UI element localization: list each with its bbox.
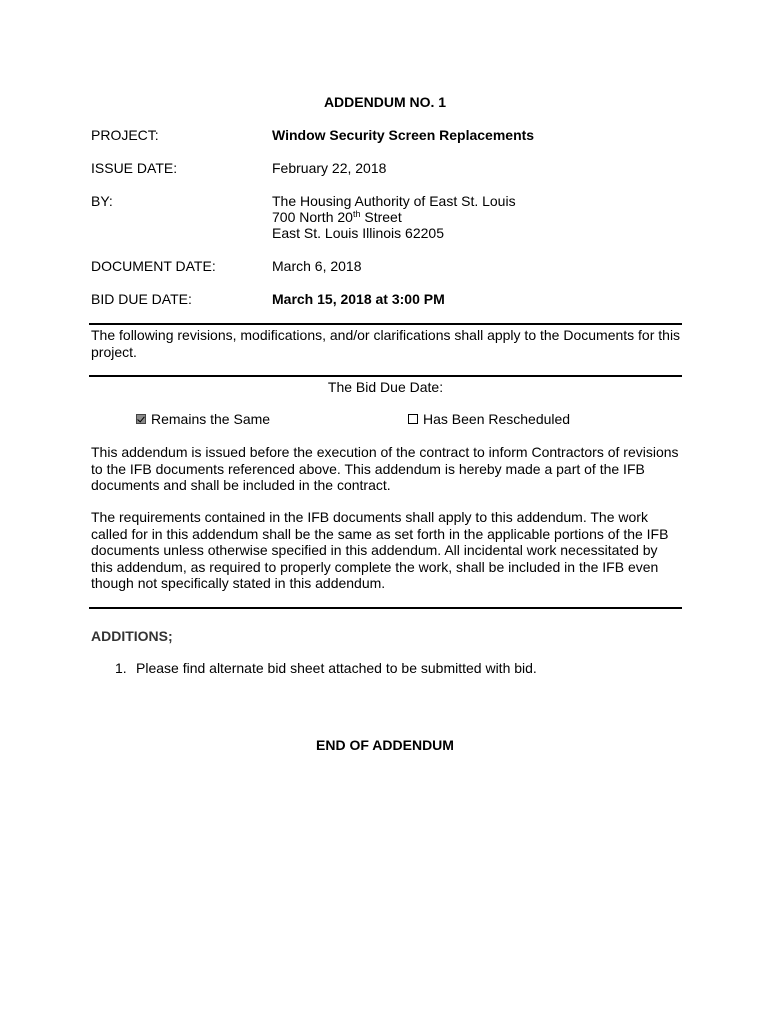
by-line-3: East St. Louis Illinois 62205: [272, 225, 444, 241]
option-rescheduled: [408, 411, 570, 427]
paragraph-2: The requirements contained in the IFB documents shall apply to this addendum. The work called for in this addendum shall be the same as set forth in the applicable portions of the IFB documents unless otherwise specified in this addendum. All incidental work necessitated by this addendum, as required to properly complete the work, shall be included in the IFB even though not specifically stated in this addendum.: [91, 509, 669, 591]
project-value: Window Security Screen Replacements: [272, 127, 535, 143]
document-date-label: DOCUMENT DATE:: [91, 258, 216, 274]
by-line-2-suffix: Street: [360, 209, 402, 225]
intro-paragraph: The following revisions, modifications, and/or clarifications shall apply to the Documents for this project.: [91, 327, 681, 360]
by-line-1: The Housing Authority of East St. Louis: [272, 193, 516, 209]
option-rescheduled-label: Has Been Rescheduled: [423, 411, 571, 427]
list-item: [115, 660, 537, 676]
option-remains-same: [136, 411, 270, 427]
additions-heading: ADDITIONS;: [91, 628, 173, 644]
end-of-addendum: END OF ADDENDUM: [316, 737, 454, 753]
by-line-2-prefix: 700 North 20: [272, 209, 353, 225]
issue-date-value: February 22, 2018: [272, 160, 387, 176]
unchecked-checkbox-icon: [408, 414, 418, 424]
divider-2: [89, 375, 682, 377]
list-item-text: Please find alternate bid sheet attached to be submitted with bid.: [136, 660, 537, 676]
by-address: [272, 193, 516, 241]
project-label: PROJECT:: [91, 127, 159, 143]
by-line-2: [272, 209, 516, 225]
checked-checkbox-icon: [136, 414, 146, 424]
option-remains-label: Remains the Same: [151, 411, 271, 427]
divider-3: [89, 607, 682, 609]
bid-due-heading: The Bid Due Date:: [327, 379, 444, 395]
document-title: ADDENDUM NO. 1: [323, 94, 447, 110]
divider-1: [89, 323, 682, 325]
by-line-2-sup: th: [352, 209, 361, 219]
document-date-value: March 6, 2018: [272, 258, 362, 274]
bid-due-date-label: BID DUE DATE:: [91, 291, 192, 307]
issue-date-label: ISSUE DATE:: [91, 160, 178, 176]
by-label: BY:: [91, 193, 113, 209]
bid-due-date-value: March 15, 2018 at 3:00 PM: [272, 291, 445, 307]
list-item-number: 1.: [115, 660, 127, 676]
paragraph-1: This addendum is issued before the execution of the contract to inform Contractors of revisions to the IFB documents referenced above. This addendum is hereby made a part of the IFB documents and shall be included in the contract.: [91, 444, 679, 493]
